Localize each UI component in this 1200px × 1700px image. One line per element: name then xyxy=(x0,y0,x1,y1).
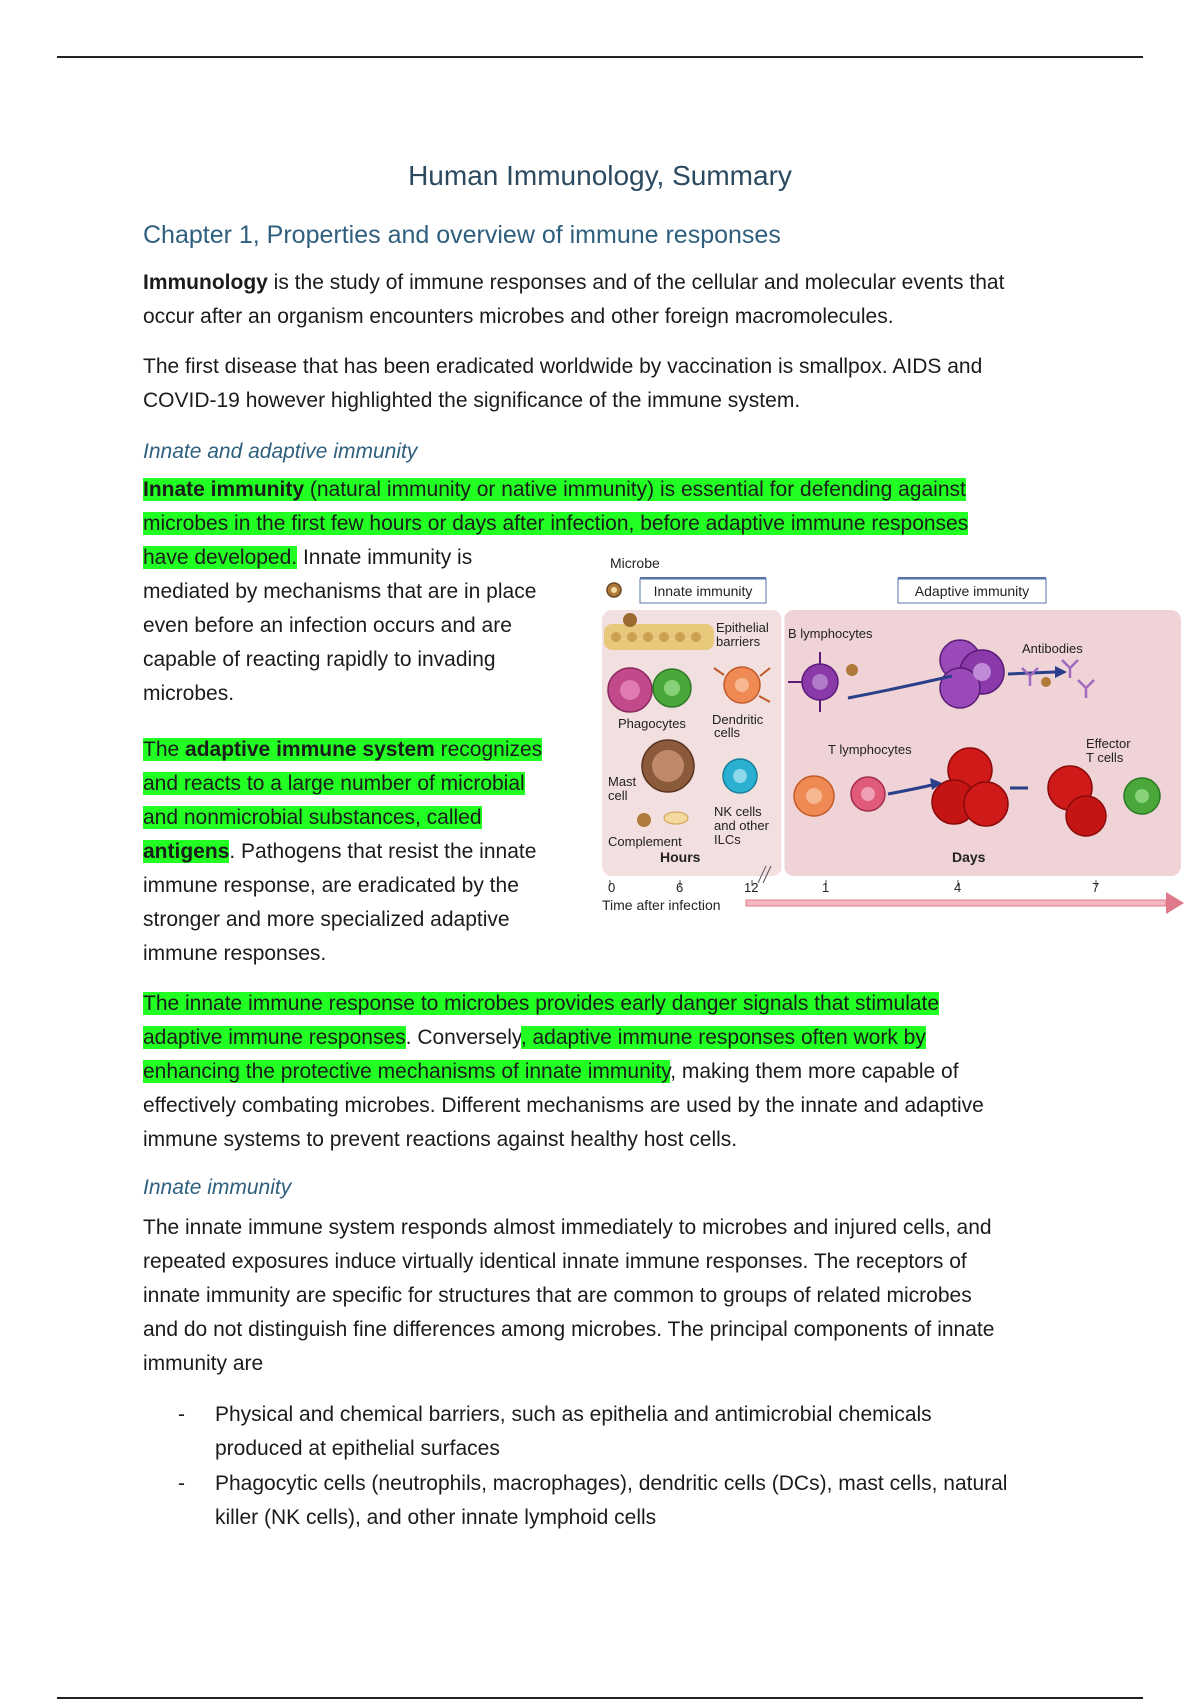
immunity-timeline-figure xyxy=(600,548,1185,918)
intro-paragraph: Immunology is the study of immune responses and of the cellular and molecular events that occur after an organism encounters microbes and other foreign macromolecules. xyxy=(143,271,1005,328)
document-title: Human Immunology, Summary xyxy=(408,160,792,191)
label-microbe: Microbe xyxy=(610,555,660,571)
tick-4: 4 xyxy=(954,880,962,895)
label-barriers: barriers xyxy=(716,634,761,649)
label-phagocytes: Phagocytes xyxy=(618,716,686,731)
nk-cell-graphic xyxy=(723,759,757,793)
label-days: Days xyxy=(952,849,986,865)
label-nk-cells: NK cells xyxy=(714,804,762,819)
label-mast: Mast xyxy=(608,774,637,789)
tick-0: 0 xyxy=(608,880,616,895)
label-dendritic-cells: cells xyxy=(714,725,741,740)
tick-7: 7 xyxy=(1092,880,1100,895)
label-t-cells: T cells xyxy=(1086,750,1124,765)
term-immunology: Immunology xyxy=(143,271,268,294)
footer-rule xyxy=(57,1697,1143,1699)
label-adaptive-immunity: Adaptive immunity xyxy=(914,583,1030,599)
chapter-heading: Chapter 1, Properties and overview of immune responses xyxy=(143,221,781,249)
label-mast-cell: cell xyxy=(608,788,628,803)
microbe-icon xyxy=(607,583,621,597)
bullet-marker: - xyxy=(178,1472,185,1495)
label-complement: Complement xyxy=(608,834,682,849)
smallpox-paragraph: The first disease that has been eradicated worldwide by vaccination is smallpox. AIDS and COVID-19 however highlighted the significance of the immune system. xyxy=(143,355,983,412)
label-epithelial: Epithelial xyxy=(716,620,769,635)
label-t-lymphocytes: T lymphocytes xyxy=(828,742,912,757)
label-effector: Effector xyxy=(1086,736,1131,751)
innate-paragraph: The innate immune system responds almost immediately to microbes and injured cells, and repeated exposures induce virtually identical innate immune responses. The receptors of innate immunity are specific for structures that are common to groups of related microbes and do not distinguish fine differences among microbes. The principal components of innate immunity are xyxy=(143,1216,995,1375)
list-item: Phagocytic cells (neutrophils, macrophages), dendritic cells (DCs), mast cells, natural killer (NK cells), and other innate lymphoid cells xyxy=(215,1472,1008,1529)
label-b-lymphocytes: B lymphocytes xyxy=(788,626,873,641)
label-ilcs: ILCs xyxy=(714,832,741,847)
header-rule xyxy=(57,56,1143,58)
label-innate-immunity: Innate immunity xyxy=(653,583,753,599)
tick-1: 1 xyxy=(822,880,830,895)
list-item: Physical and chemical barriers, such as epithelia and antimicrobial chemicals produced at epithelial surfaces xyxy=(215,1403,932,1460)
tick-6: 6 xyxy=(676,880,684,895)
tick-12: 12 xyxy=(744,880,759,895)
section-innate-heading: Innate immunity xyxy=(143,1176,292,1199)
mast-cell-graphic xyxy=(642,740,694,792)
innate-definition-paragraph: Innate immunity (natural immunity or native immunity) is essential for defending against microbes in the first few hours or days after infection, before adaptive immune responses have developed. Innate immunity is mediated by mechanisms that are in place even before an infection occurs and are capable of reacting rapidly to invading microbes. xyxy=(143,478,969,705)
bullet-marker: - xyxy=(178,1403,185,1426)
label-hours: Hours xyxy=(660,849,701,865)
label-dendritic: Dendritic xyxy=(712,712,764,727)
label-time-after-infection: Time after infection xyxy=(602,897,721,913)
crosstalk-paragraph: The innate immune response to microbes provides early danger signals that stimulate adaptive immune responses. Conversely, adaptive immune responses often work by enhancing the protective mechanisms of innate immunity, making them more capable of effectively combating microbes. Different mechanisms are used by the innate and adaptive immune systems to prevent reactions against healthy host cells. xyxy=(143,992,984,1151)
section-innate-adaptive-heading: Innate and adaptive immunity xyxy=(143,440,418,463)
adaptive-definition-paragraph: The adaptive immune system recognizes and reacts to a large number of microbial and nonmicrobial substances, called antigens. Pathogens that resist the innate immune response, are eradicated by the stronger and more specialized adaptive immune responses. xyxy=(143,738,543,965)
label-and-other: and other xyxy=(714,818,769,833)
label-antibodies: Antibodies xyxy=(1022,641,1083,656)
